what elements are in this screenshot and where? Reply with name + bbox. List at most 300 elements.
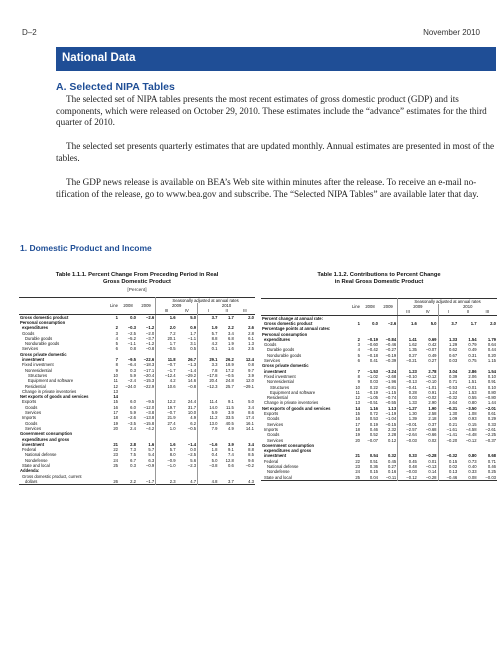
row-label: Imports: [264, 426, 278, 432]
cell-value: 0.33: [487, 421, 496, 427]
cell-value: 12.8: [225, 457, 234, 463]
cell-value: –6.4: [127, 362, 136, 368]
cell-value: 0.27: [388, 464, 397, 470]
cell-value: 12.2: [156, 399, 177, 404]
cell-value: 5.0: [190, 314, 197, 320]
section-title: A. Selected NIPA Tables: [56, 81, 175, 93]
row-line-number: 8: [115, 362, 118, 368]
cell-value: –2.01: [485, 405, 496, 411]
row-label: Structures: [270, 384, 290, 390]
row-line-number: 17: [355, 421, 360, 427]
cell-value: 0.02: [438, 464, 458, 469]
row-line-number: 18: [113, 415, 118, 421]
cell-value: 9.7: [248, 367, 254, 373]
cell-value: 0.67: [438, 353, 458, 358]
cell-value: 0.55: [468, 395, 477, 401]
row-label: Percent change at annual rate:: [262, 315, 323, 321]
table-title: Table 1.1.1. Percent Change From Preceding Period in Real Gross Domestic Product: [55, 272, 219, 286]
cell-value: 14.0: [198, 405, 219, 410]
cell-value: –2.5: [127, 330, 136, 336]
cell-value: 0.8: [248, 362, 254, 368]
cell-value: –0.27: [385, 347, 397, 353]
row-label: Goods: [267, 416, 280, 422]
cell-value: 8.0: [156, 452, 177, 457]
cell-value: 0.80: [468, 453, 477, 459]
cell-value: 7.5: [130, 452, 136, 458]
cell-value: 0.21: [438, 422, 458, 427]
cell-value: –3.5: [127, 420, 136, 426]
cell-value: 1.24: [438, 390, 458, 395]
cell-value: 5.9: [130, 410, 136, 416]
intro-paragraph-2: The selected set presents quarterly estimates that are updated monthly. Annual estimates are presented in most of the tables.: [56, 141, 495, 163]
cell-value: 0.39: [438, 374, 458, 379]
quarter-header: IV: [184, 308, 189, 314]
cell-value: 4.2: [198, 341, 219, 346]
cell-value: 11.2: [198, 415, 219, 420]
cell-value: 1.54: [468, 336, 477, 342]
row-label: expenditures: [22, 325, 49, 331]
cell-value: 0.1: [198, 346, 219, 351]
cell-value: 0.9: [190, 325, 197, 331]
table-1-1-2: [261, 272, 497, 481]
row-label: Government consumption: [20, 431, 73, 437]
row-label: Goods: [25, 420, 38, 426]
cell-value: 2.06: [468, 373, 477, 379]
year-header: 2010: [438, 304, 497, 309]
cell-value: 3.3: [198, 362, 219, 367]
row-label: National defense: [267, 464, 299, 470]
cell-value: 0.15: [438, 459, 458, 464]
row-line-number: 1: [115, 314, 118, 320]
cell-value: 1.39: [398, 416, 418, 421]
row-label: Government consumption: [262, 442, 315, 448]
cell-value: 14.6: [187, 378, 197, 384]
row-line-number: 8: [357, 373, 360, 379]
cell-value: 8.5: [248, 452, 254, 458]
cell-value: 2.8: [130, 441, 136, 447]
cell-value: 5.7: [148, 447, 155, 453]
row-line-number: 9: [357, 379, 360, 385]
cell-value: –1.4: [187, 441, 197, 447]
cell-value: 0.15: [369, 469, 378, 475]
seasonal-header: Seasonally adjusted at annual rates: [156, 297, 255, 303]
cell-value: 1.6: [227, 346, 234, 352]
cell-value: 0.04: [369, 474, 378, 480]
cell-value: 0.01: [428, 458, 437, 464]
row-line-number: 6: [115, 346, 118, 352]
cell-value: 1.41: [398, 337, 418, 342]
cell-value: –5.2: [127, 335, 136, 341]
cell-value: 11.4: [198, 399, 219, 404]
cell-value: –0.55: [385, 400, 397, 406]
cell-value: 0.6: [227, 463, 234, 469]
cell-value: –0.8: [146, 346, 155, 352]
cell-value: –0.28: [426, 474, 437, 480]
row-label: Federal: [22, 447, 37, 453]
cell-value: 0.10: [487, 373, 496, 379]
cell-value: 0.03: [398, 395, 418, 400]
cell-value: 4.8: [198, 479, 219, 485]
row-label: State and local: [264, 474, 292, 480]
cell-value: 1.7: [227, 314, 234, 320]
cell-value: 0.8: [130, 346, 136, 352]
cell-value: 1.08: [468, 411, 477, 417]
page-number: D–2: [22, 28, 37, 37]
cell-value: 20.1: [156, 336, 177, 341]
cell-value: 0.36: [369, 464, 378, 470]
cell-value: 2.3: [156, 479, 177, 485]
row-line-number: 6: [357, 358, 360, 364]
cell-value: –2.3: [187, 463, 197, 469]
cell-value: 4.9: [227, 425, 234, 431]
cell-value: 10.6: [156, 384, 177, 389]
cell-value: 0.33: [468, 469, 477, 475]
quarter-header: I: [438, 309, 458, 315]
row-line-number: 22: [355, 458, 360, 464]
cell-value: 9.1: [227, 447, 234, 453]
cell-value: –0.51: [367, 400, 378, 406]
cell-value: 1.44: [487, 400, 496, 406]
cell-value: 0.14: [428, 469, 437, 475]
cell-value: 0.80: [468, 400, 477, 406]
cell-value: 4.9: [190, 415, 197, 421]
cell-value: –0.11: [386, 474, 397, 480]
row-line-number: 5: [115, 341, 118, 347]
cell-value: 0.20: [487, 352, 496, 358]
row-label: Services: [264, 358, 281, 364]
cell-value: 0.27: [428, 358, 437, 364]
cell-value: 1.33: [398, 400, 418, 405]
cell-value: 12.4: [245, 357, 254, 363]
cell-value: –0.07: [367, 437, 378, 443]
cell-value: 2.28: [388, 432, 397, 438]
cell-value: 3.9: [227, 441, 234, 447]
cell-value: 0.5: [190, 346, 197, 352]
cell-value: –0.21: [398, 358, 418, 363]
row-label: Gross domestic product: [20, 314, 69, 320]
row-line-number: 17: [113, 410, 118, 416]
cell-value: –0.81: [385, 384, 397, 390]
cell-value: 2.86: [468, 368, 477, 374]
cell-value: 21.9: [156, 415, 177, 420]
row-label: Nondurable goods: [267, 352, 302, 358]
cell-value: –0.19: [367, 389, 378, 395]
row-label: investment: [264, 453, 287, 459]
cell-value: 6.8: [227, 335, 234, 341]
cell-value: –1.19: [385, 411, 397, 417]
row-label: Fixed investment: [264, 373, 296, 379]
row-label: Federal: [264, 458, 279, 464]
cell-value: –2.5: [187, 452, 197, 458]
row-line-number: 24: [113, 457, 118, 463]
cell-value: –0.5: [187, 425, 197, 431]
cell-value: –3.8: [146, 410, 155, 416]
cell-value: –1.7: [146, 478, 155, 484]
quarter-header: III: [398, 309, 418, 315]
cell-value: –0.7: [156, 362, 177, 367]
cell-value: –1.4: [187, 367, 197, 373]
cell-value: –1.01: [426, 384, 437, 390]
cell-value: 0.64: [487, 342, 496, 348]
cell-value: –22.6: [143, 357, 155, 363]
cell-value: –0.13: [426, 464, 437, 470]
cell-value: 5.0: [430, 321, 437, 326]
cell-value: –0.37: [485, 437, 496, 443]
row-line-number: 4: [115, 335, 118, 341]
table-1-1-1: [19, 272, 255, 485]
year-header: 2009: [156, 303, 198, 308]
cell-value: 1.7: [190, 330, 197, 336]
row-line-number: 21: [113, 441, 118, 447]
cell-value: –12.3: [198, 384, 219, 389]
cell-value: 1.0: [156, 426, 177, 431]
cell-value: –0.31: [438, 406, 458, 411]
row-label: Equipment and software: [270, 389, 316, 395]
cell-value: 0.03: [438, 358, 458, 363]
cell-value: 6.1: [248, 335, 254, 341]
row-label: Goods: [25, 404, 38, 410]
row-label: Net exports of goods and services: [20, 394, 89, 400]
cell-value: 0.10: [487, 384, 496, 390]
cell-value: 0.54: [369, 453, 378, 459]
cell-value: –1.04: [385, 416, 397, 422]
row-label: Nondefense: [25, 457, 48, 463]
cell-value: –2.6: [388, 321, 397, 326]
row-label: Structures: [28, 372, 48, 378]
cell-value: 40.5: [225, 420, 234, 426]
row-label: Services: [25, 425, 42, 431]
cell-value: –13.8: [143, 415, 155, 421]
cell-value: –3.24: [385, 368, 397, 374]
cell-value: 2.4: [130, 425, 136, 431]
cell-value: 0.37: [428, 421, 437, 427]
row-label: dollars: [25, 478, 38, 484]
cell-value: –4.2: [146, 425, 155, 431]
cell-value: –0.10: [426, 379, 437, 385]
row-line-number: 4: [357, 347, 360, 353]
cell-value: –0.53: [438, 385, 458, 390]
cell-value: 2.6: [248, 325, 254, 331]
cell-value: 4.3: [248, 478, 254, 484]
cell-value: 0.71: [487, 458, 496, 464]
cell-value: 1.9: [227, 341, 234, 347]
row-line-number: 2: [357, 336, 360, 342]
row-label: Change in private inventories: [22, 388, 77, 394]
cell-value: 5.0: [248, 399, 254, 405]
cell-value: 31.7: [187, 404, 197, 410]
row-label: Services: [267, 421, 284, 427]
cell-value: 6.3: [148, 457, 155, 463]
cell-value: 1.53: [468, 389, 477, 395]
cell-value: –0.32: [438, 395, 458, 400]
cell-value: 0.80: [487, 389, 496, 395]
cell-value: 4.7: [190, 478, 197, 484]
row-line-number: 16: [355, 416, 360, 422]
row-line-number: 1: [357, 321, 360, 326]
cell-value: –1.53: [367, 368, 378, 374]
cell-value: 0.22: [369, 384, 378, 390]
cell-value: 7.3: [130, 447, 136, 453]
cell-value: 1.16: [369, 405, 378, 411]
row-label: Imports: [22, 415, 36, 421]
table-row: [261, 475, 497, 481]
quarter-header: II: [466, 309, 470, 315]
cell-value: –0.15: [385, 421, 397, 427]
col-year: 2008: [361, 298, 379, 315]
row-label: National defense: [25, 452, 57, 458]
cell-value: –1.2: [146, 325, 155, 331]
cell-value: –2.25: [485, 432, 496, 438]
row-line-number: 23: [355, 464, 360, 470]
cell-value: 0.0: [190, 447, 197, 453]
cell-value: –0.2: [245, 463, 254, 469]
cell-value: –0.18: [367, 352, 378, 358]
cell-value: –0.74: [385, 395, 397, 401]
cell-value: 0.61: [487, 411, 496, 417]
row-line-number: 5: [357, 352, 360, 358]
row-line-number: 19: [113, 420, 118, 426]
seasonal-header: Seasonally adjusted at annual rates: [398, 298, 497, 304]
cell-value: 0.33: [398, 453, 418, 458]
row-label: Exports: [264, 411, 279, 417]
row-line-number: 25: [355, 474, 360, 480]
row-line-number: 15: [355, 411, 360, 417]
cell-value: –2.61: [485, 426, 496, 432]
row-line-number: 3: [115, 330, 118, 336]
cell-value: –0.20: [438, 438, 458, 443]
cell-value: –1.7: [156, 368, 177, 373]
quarter-header: I: [198, 308, 219, 314]
cell-value: 0.02: [428, 437, 437, 443]
cell-value: 1.3: [248, 341, 254, 347]
cell-value: –0.66: [426, 432, 437, 438]
row-label: Services: [25, 410, 42, 416]
row-line-number: 2: [115, 325, 118, 331]
cell-value: –1.05: [367, 395, 378, 401]
cell-value: 26.7: [187, 357, 197, 363]
cell-value: 1.6: [398, 321, 418, 326]
cell-value: 5.4: [148, 452, 155, 458]
cell-value: 9.6: [248, 457, 254, 463]
cell-value: 0.31: [468, 352, 477, 358]
cell-value: 8.8: [198, 336, 219, 341]
cell-value: –22.9: [143, 383, 155, 389]
row-label: investment: [22, 441, 45, 447]
cell-value: 13.0: [198, 421, 219, 426]
cell-value: 1.13: [388, 405, 397, 411]
row-line-number: 13: [355, 400, 360, 406]
cell-value: –17.1: [143, 367, 155, 373]
cell-value: –0.07: [426, 347, 437, 353]
cell-value: –0.02: [426, 395, 437, 401]
row-label: expenditures: [264, 336, 291, 342]
cell-value: 1.51: [468, 379, 477, 385]
row-label: Gross private domestic: [20, 351, 67, 357]
cell-value: 1.29: [438, 342, 458, 347]
cell-value: 3.9: [248, 372, 254, 378]
cell-value: –17.8: [198, 373, 219, 378]
data-table: [19, 297, 255, 485]
row-label: expenditures and gross: [264, 448, 312, 454]
cell-value: 0.15: [468, 421, 477, 427]
cell-value: 1.7: [470, 321, 477, 326]
cell-value: 0.28: [398, 390, 418, 395]
cell-value: –0.42: [367, 347, 378, 353]
cell-value: 8.8: [248, 447, 254, 453]
cell-value: 29.1: [198, 357, 219, 362]
row-label: Percentage points at annual rates:: [262, 326, 331, 332]
cell-value: 2.32: [388, 426, 397, 432]
cell-value: 5.7: [156, 447, 177, 452]
row-line-number: 16: [113, 404, 118, 410]
row-label: expenditures and gross: [22, 436, 70, 442]
cell-value: 2.78: [428, 368, 437, 374]
cell-value: 5.6: [190, 457, 197, 463]
cell-value: –18.3: [143, 362, 155, 368]
col-year: 2009: [137, 297, 156, 314]
cell-value: 0.16: [388, 469, 397, 475]
col-line: Line: [351, 298, 361, 315]
cell-value: –2.68: [385, 373, 397, 379]
cell-value: –0.80: [485, 395, 496, 401]
cell-value: –0.12: [426, 373, 437, 379]
intro-paragraph-1: The selected set of NIPA tables presents the most recent estimates of gross domestic product (GDP) and its components, which were released on October 29, 2010. These estimates include the “advance” estimates for the third quarter of 2010.: [56, 94, 487, 128]
cell-value: –1.1: [187, 335, 197, 341]
cell-value: 0.44: [487, 347, 496, 353]
cell-value: –4.48: [466, 432, 477, 438]
row-label: Services: [22, 346, 39, 352]
cell-value: 12.0: [245, 378, 254, 384]
row-line-number: 12: [355, 395, 360, 401]
cell-value: 3.04: [438, 369, 458, 374]
cell-value: 1.90: [428, 405, 437, 411]
table-row: [19, 479, 255, 485]
row-label: Durable goods: [267, 347, 295, 353]
cell-value: 0.41: [369, 358, 378, 364]
cell-value: 0.46: [369, 426, 378, 432]
row-label: Gross private domestic: [262, 363, 309, 369]
row-line-number: 11: [113, 378, 118, 384]
row-label: Exports: [22, 399, 37, 405]
row-label: Nondefense: [267, 469, 290, 475]
row-line-number: 20: [113, 425, 118, 431]
row-label: Nondurable goods: [25, 341, 60, 347]
cell-value: –2.6: [127, 415, 136, 421]
cell-value: –29.2: [185, 372, 197, 378]
cell-value: –9.5: [127, 357, 136, 363]
cell-value: 1.09: [438, 416, 458, 421]
cell-value: –0.32: [438, 453, 458, 458]
quarter-header: III: [156, 308, 177, 314]
cell-value: 0.73: [468, 458, 477, 464]
row-line-number: 9: [115, 367, 118, 373]
cell-value: 17.2: [225, 367, 234, 373]
cell-value: –0.60: [367, 342, 378, 348]
cell-value: –0.01: [398, 422, 418, 427]
cell-value: 1.6: [156, 442, 177, 447]
row-label: Change in private inventories: [264, 400, 319, 406]
cell-value: –9.5: [146, 399, 155, 405]
cell-value: –1.61: [438, 427, 458, 432]
cell-value: 2.0: [248, 314, 254, 320]
table-units: [Percent]: [127, 287, 147, 293]
cell-value: 0.93: [468, 416, 477, 422]
row-label: Fixed investment: [22, 362, 54, 368]
cell-value: –1.1: [127, 341, 136, 347]
cell-value: –0.3: [127, 325, 136, 331]
cell-value: –0.12: [398, 475, 418, 481]
intro-paragraph-3: The GDP news release is available on BEA’s Web site within minutes after the release. To receive an e-mail notification of the release, go to www.bea.gov and subscribe. The “Selected NIPA Tables” are available later that day.: [56, 177, 479, 199]
